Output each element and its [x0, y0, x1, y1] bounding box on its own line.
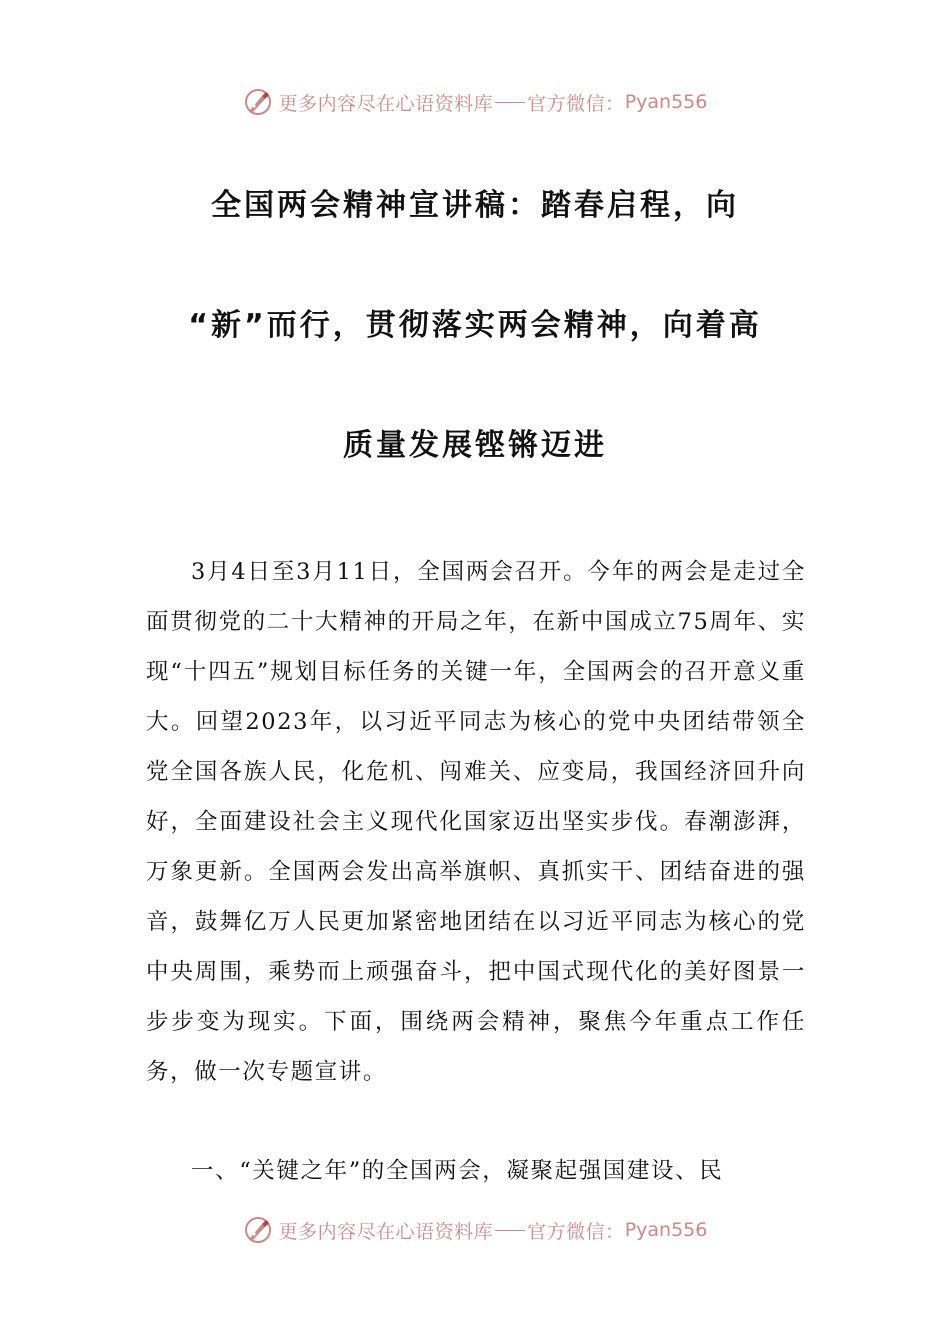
- footer-watermark: [0, 1212, 950, 1248]
- watermark-separator: 官方微信：: [527, 1220, 625, 1243]
- watermark-account: Pyan556: [624, 1219, 708, 1241]
- document-title-line-3: 质量发展铿锵迈进: [343, 428, 607, 463]
- header-watermark: [0, 84, 950, 120]
- pen-logo-icon: [243, 1215, 273, 1245]
- watermark-text: 更多内容尽在心语资料库: [278, 1220, 494, 1243]
- watermark-separator: 官方微信：: [527, 92, 625, 115]
- document-title-line-1: 全国两会精神宣讲稿：踏春启程，向: [211, 188, 739, 223]
- document-title-line-2: “新”而行，贯彻落实两会精神，向着高: [188, 308, 762, 343]
- section-heading-1: 一、“关键之年”的全国两会，凝聚起强国建设、民: [191, 1158, 724, 1184]
- watermark-divider: [495, 1230, 525, 1231]
- pen-logo-icon: [243, 87, 273, 117]
- watermark-divider: [495, 102, 525, 103]
- watermark-text: 更多内容尽在心语资料库: [278, 92, 494, 115]
- document-body: [146, 547, 806, 1097]
- body-paragraph-1: 3月4日至3月11日，全国两会召开。今年的两会是走过全面贯彻党的二十大精神的开局之年，在新中国成立75周年、实现“十四五”规划目标任务的关键一年，全国两会的召开意义重大。回望2023年，以习近平同志为核心的党中央团结带领全党全国各族人民，化危机、闯难关、应变局，我国经济回升向好，全面建设社会主义现代化国家迈出坚实步伐。春潮澎湃，万象更新。全国两会发出高举旗帜、真抓实干、团结奋进的强音，鼓舞亿万人民更加紧密地团结在以习近平同志为核心的党中央周围，乘势而上顽强奋斗，把中国式现代化的美好图景一步步变为现实。下面，围绕两会精神，聚焦今年重点工作任务，做一次专题宣讲。: [146, 559, 806, 1085]
- watermark-account: Pyan556: [624, 91, 708, 113]
